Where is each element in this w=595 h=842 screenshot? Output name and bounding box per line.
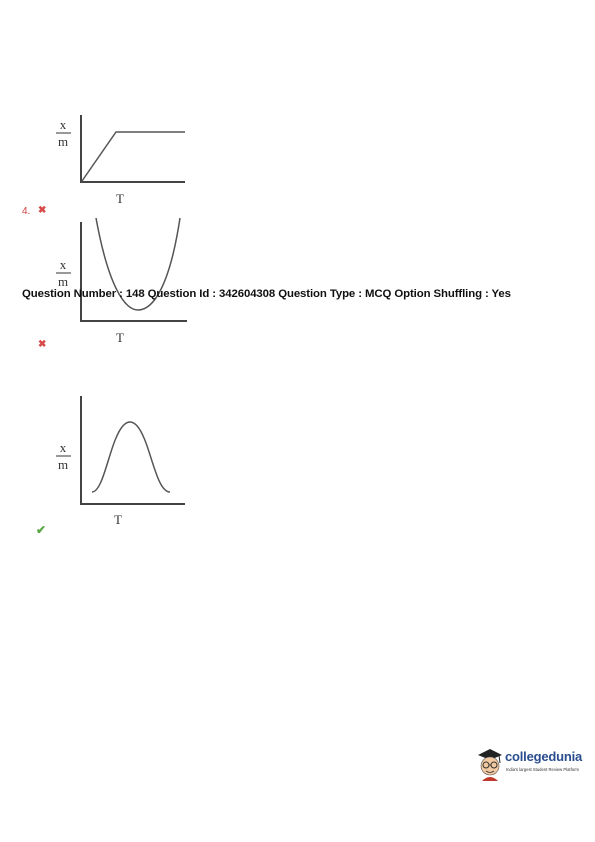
y-axis-numerator: x <box>59 257 67 272</box>
x-axis-label: T <box>116 191 124 206</box>
x-axis-label: T <box>114 512 122 527</box>
cross-icon: ✖ <box>38 339 47 350</box>
y-axis-denominator: m <box>57 134 69 149</box>
graph-bell-shape <box>50 396 190 528</box>
adsorption-curve <box>82 132 185 181</box>
y-axis-numerator: x <box>59 440 67 455</box>
brand-logo <box>476 745 591 785</box>
adsorption-curve <box>92 422 170 492</box>
brand-tagline: India's largest Student Review Platform <box>506 767 579 772</box>
graph-u-shape <box>50 214 190 346</box>
mascot-icon <box>476 747 504 783</box>
y-axis-numerator: x <box>59 117 67 132</box>
y-axis-denominator: m <box>57 274 69 289</box>
brand-name: collegedunia <box>505 749 583 764</box>
graph-linear-plateau <box>50 115 190 207</box>
x-axis-label: T <box>116 330 124 345</box>
check-icon: ✔ <box>36 523 47 537</box>
option-number: 4. <box>22 206 31 217</box>
cross-icon: ✖ <box>38 205 47 216</box>
y-axis-denominator: m <box>57 457 69 472</box>
question-meta: Question Number : 148 Question Id : 342604308 Question Type : MCQ Option Shuffling : Yes <box>22 288 511 300</box>
